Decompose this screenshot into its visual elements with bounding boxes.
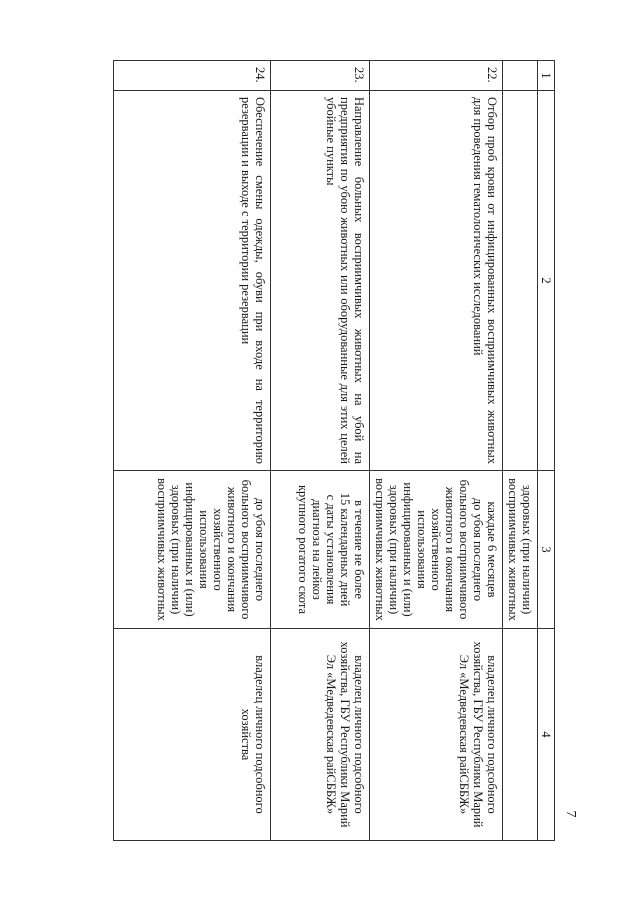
- timing-line: использования: [197, 510, 211, 589]
- rotated-table-container: [85, 60, 555, 840]
- table-row: [114, 61, 271, 841]
- cell-responsible: [503, 629, 538, 841]
- timing-line: животного и окончания: [225, 486, 239, 613]
- timing-line: с даты установления: [324, 494, 338, 605]
- timing-line: инфицированных и (или): [401, 482, 415, 617]
- cell-num: [503, 61, 538, 91]
- cell-measure: Обеспечение смены одежды, обуви при входе на территорию резервации и выходе с территории резервации: [114, 91, 271, 471]
- cell-measure: [503, 91, 538, 471]
- timing-line: восприимчивых животных: [155, 478, 169, 621]
- timing-line: крупного рогатого скота: [296, 484, 310, 615]
- timing-line: диагноза на лейкоз: [310, 499, 324, 600]
- timing-line: хозяйственного: [211, 508, 225, 591]
- cell-measure: Отбор проб крови от инфицированных восприимчивых животных для проведения гематологических исследований: [370, 91, 503, 471]
- timing-line: инфицированных и (или): [183, 482, 197, 617]
- timing-line: 15 календарных дней: [338, 492, 352, 607]
- timing-line: больного восприимчивого: [239, 479, 253, 620]
- header-col-1: 1: [538, 61, 555, 91]
- header-col-3: 3: [538, 471, 555, 629]
- timing-line: восприимчивых животных: [373, 478, 387, 621]
- cell-responsible: владелец личного подсобного хозяйства, ГБУ Республики Марий Эл «Медведевская райСББЖ»: [271, 629, 370, 841]
- table-row: [370, 61, 503, 841]
- cell-num: 22.: [370, 61, 503, 91]
- timing-line: в течение не более: [352, 500, 366, 599]
- header-col-4: 4: [538, 629, 555, 841]
- page-number: 7: [563, 810, 578, 818]
- cell-timing: здоровых (при наличии) восприимчивых животных: [503, 471, 538, 629]
- timing-line: использования: [415, 510, 429, 589]
- cell-responsible: владелец личного подсобного хозяйства, ГБУ Республики Марий Эл «Медведевская райСББЖ»: [370, 629, 503, 841]
- timing-line: до убоя последнего: [253, 497, 267, 602]
- cell-timing: [114, 471, 271, 629]
- timing-line: до убоя последнего: [471, 497, 485, 602]
- measures-table: [113, 60, 555, 841]
- timing-line: хозяйственного: [429, 508, 443, 591]
- timing-line: больного восприимчивого: [457, 479, 471, 620]
- table-row: [271, 61, 370, 841]
- table-row-continuation: [503, 61, 538, 841]
- cell-num: 23.: [271, 61, 370, 91]
- timing-line: каждые 6 месяцев: [485, 501, 499, 598]
- cell-timing: [271, 471, 370, 629]
- cell-num: 24.: [114, 61, 271, 91]
- timing-line: здоровых (при наличии): [387, 484, 401, 615]
- timing-line: здоровых (при наличии): [169, 484, 183, 615]
- cell-responsible: владелец личного подсобного хозяйства: [114, 629, 271, 841]
- header-col-2: 2: [538, 91, 555, 471]
- cell-timing: [370, 471, 503, 629]
- timing-line: животного и окончания: [443, 486, 457, 613]
- table-header-row: [538, 61, 555, 841]
- cell-measure: Направление больных восприимчивых животных на убой на предприятия по убою животных или оборудованные для этих целей убойные пункты: [271, 91, 370, 471]
